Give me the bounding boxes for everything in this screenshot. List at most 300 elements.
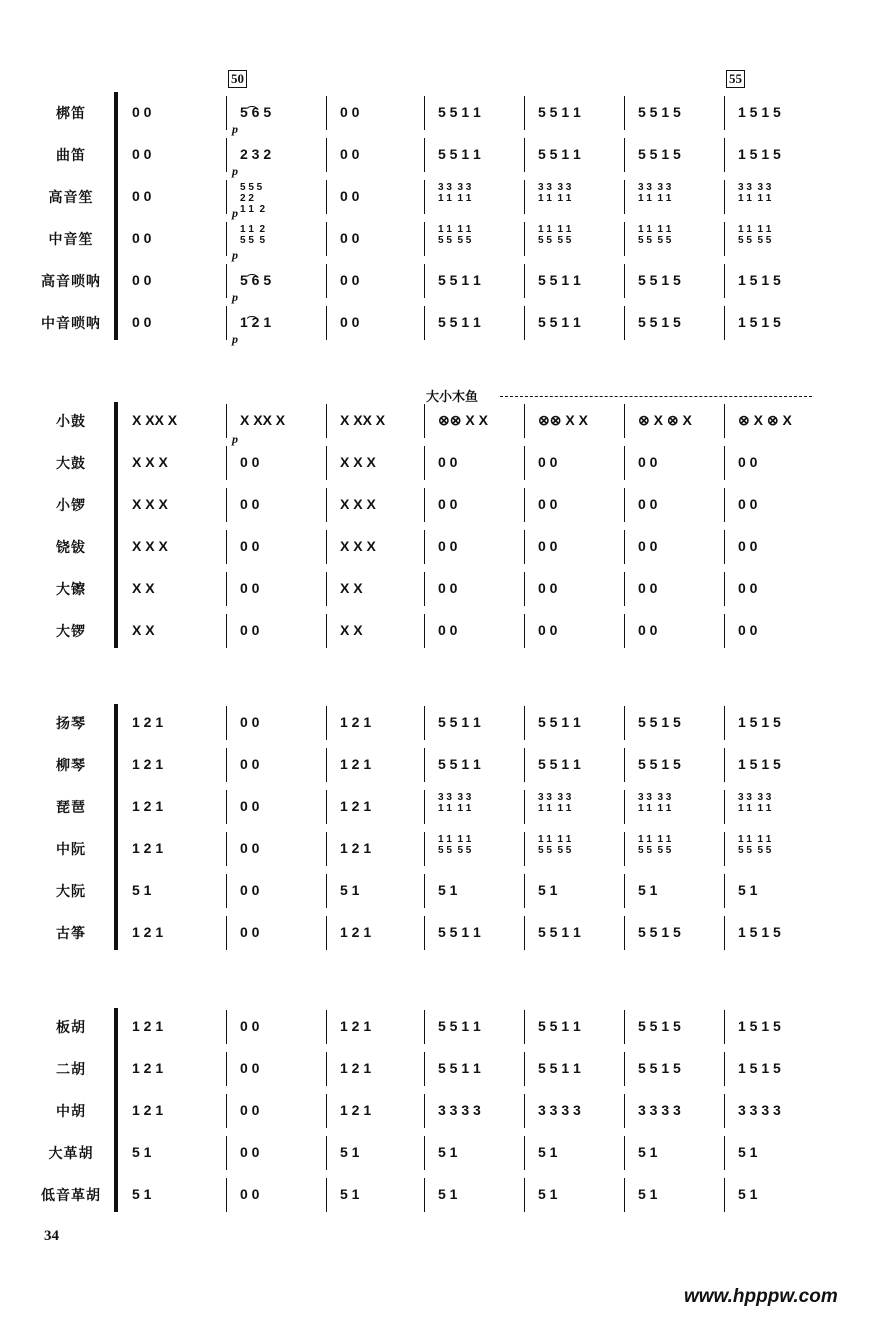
measure-notes: ⊗ X ⊗ X xyxy=(738,412,792,428)
measure-notes: 0 0 xyxy=(240,756,260,772)
dynamic-mark: p xyxy=(232,290,238,304)
instrument-name: 高音笙 xyxy=(48,190,94,206)
bar-line xyxy=(424,1178,425,1212)
measure-notes: 0 0 xyxy=(240,1018,260,1034)
instrument-name: 中阮 xyxy=(56,842,86,858)
bar-line xyxy=(424,404,425,438)
measure-notes: 0 0 xyxy=(240,882,260,898)
measure-notes: 1 5 1 5 xyxy=(738,272,781,288)
measure-notes: X X xyxy=(132,580,155,596)
bar-line xyxy=(724,530,725,564)
dynamic-mark: p xyxy=(232,332,238,346)
instrument-name: 小鼓 xyxy=(56,414,86,430)
bar-line xyxy=(724,874,725,908)
bar-line xyxy=(226,96,227,130)
measure-notes: 0 0 xyxy=(538,622,558,638)
bar-line xyxy=(724,1094,725,1128)
instrument-name: 低音革胡 xyxy=(41,1188,101,1204)
bar-line xyxy=(524,572,525,606)
bar-line xyxy=(424,1010,425,1044)
measure-notes: 1 2 1 xyxy=(132,1060,164,1076)
bar-line xyxy=(326,488,327,522)
bar-line xyxy=(326,1010,327,1044)
bar-line xyxy=(326,1094,327,1128)
measure-notes: 1 5 1 5 xyxy=(738,104,781,120)
measure-notes: 0 0 xyxy=(132,230,152,246)
measure-notes: 0 0 xyxy=(738,580,758,596)
measure-notes: 1 2 1 xyxy=(340,1060,372,1076)
measure-notes: 0 0 xyxy=(738,538,758,554)
bar-line xyxy=(226,306,227,340)
measure-notes: 5 5 1 5 xyxy=(638,1018,681,1034)
bar-line xyxy=(326,790,327,824)
measure-notes: 5 5 1 1 xyxy=(538,924,581,940)
bar-line xyxy=(424,706,425,740)
instrument-name: 梆笛 xyxy=(56,106,86,122)
measure-notes: 0 0 xyxy=(340,272,360,288)
instrument-name: 扬琴 xyxy=(56,716,86,732)
measure-notes: 5 1 xyxy=(638,882,658,898)
measure-notes: 5 1 xyxy=(438,882,458,898)
measure-notes: 5 5 1 1 xyxy=(438,1018,481,1034)
measure-notes: 0 0 xyxy=(340,188,360,204)
bar-line xyxy=(226,1136,227,1170)
measure-notes: X X X xyxy=(340,496,376,512)
bar-line xyxy=(424,1094,425,1128)
bar-line xyxy=(524,180,525,214)
bar-line xyxy=(326,180,327,214)
bar-line xyxy=(724,138,725,172)
system-bracket xyxy=(114,402,118,648)
measure-notes: 1 2 1 xyxy=(340,1018,372,1034)
measure-notes: 0 0 xyxy=(638,454,658,470)
bar-line xyxy=(624,488,625,522)
bar-line xyxy=(326,1178,327,1212)
bar-line xyxy=(724,488,725,522)
bar-line xyxy=(326,530,327,564)
bar-line xyxy=(226,180,227,214)
bar-line xyxy=(326,404,327,438)
system-bracket xyxy=(114,1008,118,1212)
measure-notes: 5 5 1 1 xyxy=(438,272,481,288)
measure-notes: 0 0 xyxy=(240,1144,260,1160)
bar-line xyxy=(226,874,227,908)
measure-notes: 0 0 xyxy=(132,146,152,162)
bar-line xyxy=(724,264,725,298)
measure-notes: 1 2 1 xyxy=(132,714,164,730)
measure-notes: ⊗⊗ X X xyxy=(438,412,488,428)
bar-line xyxy=(624,572,625,606)
bar-line xyxy=(424,180,425,214)
measure-notes: 1 5 1 5 xyxy=(738,924,781,940)
measure-notes: 0 0 xyxy=(438,454,458,470)
measure-notes: 3 3 3 3 1 1 1 1 xyxy=(638,182,672,204)
measure-notes: X XX X xyxy=(132,412,178,428)
measure-notes: 5 1 xyxy=(738,1186,758,1202)
bar-line xyxy=(724,572,725,606)
measure-notes: 5 5 1 5 xyxy=(638,1060,681,1076)
measure-notes: 1 2 1 xyxy=(340,756,372,772)
measure-notes: 1 2 1 xyxy=(132,924,164,940)
measure-notes: 3 3 3 3 1 1 1 1 xyxy=(738,792,772,814)
bar-line xyxy=(724,404,725,438)
bar-line xyxy=(624,96,625,130)
measure-notes: 0 0 xyxy=(132,272,152,288)
measure-notes: 3 3 3 3 1 1 1 1 xyxy=(638,792,672,814)
instrument-name: 琵琶 xyxy=(56,800,86,816)
measure-notes: 1 1 1 1 5 5 5 5 xyxy=(438,224,472,246)
bar-line xyxy=(424,488,425,522)
measure-notes: 0 0 xyxy=(240,496,260,512)
measure-notes: 0 0 xyxy=(132,104,152,120)
measure-notes: 5 1 xyxy=(438,1186,458,1202)
measure-notes: 5 1 xyxy=(340,882,360,898)
measure-notes: 0 0 xyxy=(240,580,260,596)
bar-line xyxy=(226,446,227,480)
measure-notes: 0 0 xyxy=(340,230,360,246)
measure-notes: 1 5 1 5 xyxy=(738,756,781,772)
measure-notes: 0 0 xyxy=(738,496,758,512)
bar-line xyxy=(226,1094,227,1128)
measure-notes: 5 5 1 1 xyxy=(538,146,581,162)
measure-notes: 0 0 xyxy=(240,454,260,470)
bar-line xyxy=(326,916,327,950)
bar-line xyxy=(424,832,425,866)
measure-notes: 5 1 xyxy=(638,1144,658,1160)
bar-line xyxy=(624,1010,625,1044)
measure-notes: 1 2 1 xyxy=(340,714,372,730)
measure-notes: 1 1 1 1 5 5 5 5 xyxy=(738,834,772,856)
measure-notes: 1 1 1 1 5 5 5 5 xyxy=(538,834,572,856)
bar-line xyxy=(624,138,625,172)
measure-notes: 0 0 xyxy=(132,188,152,204)
measure-notes: 3 3 3 3 1 1 1 1 xyxy=(738,182,772,204)
bar-line xyxy=(724,614,725,648)
bar-line xyxy=(524,306,525,340)
measure-notes: 1 2 1 xyxy=(132,756,164,772)
bar-line xyxy=(624,1052,625,1086)
bar-line xyxy=(326,748,327,782)
measure-notes: X X X xyxy=(132,454,168,470)
bar-line xyxy=(524,222,525,256)
bar-line xyxy=(226,790,227,824)
bar-line xyxy=(326,1136,327,1170)
measure-notes: 0 0 xyxy=(638,622,658,638)
bar-line xyxy=(524,138,525,172)
dynamic-mark: p xyxy=(232,248,238,262)
bar-line xyxy=(624,264,625,298)
bar-line xyxy=(724,446,725,480)
instrument-name: 柳琴 xyxy=(56,758,86,774)
measure-notes: 0 0 xyxy=(240,538,260,554)
instrument-name: 曲笛 xyxy=(56,148,86,164)
measure-notes: 0 0 xyxy=(438,580,458,596)
instrument-name: 二胡 xyxy=(56,1062,86,1078)
measure-notes: 5 5 1 1 xyxy=(438,104,481,120)
measure-notes: 5 5 1 1 xyxy=(538,1060,581,1076)
bar-line xyxy=(624,404,625,438)
measure-notes: 3 3 3 3 1 1 1 1 xyxy=(438,792,472,814)
bar-line xyxy=(226,572,227,606)
measure-notes: 0 0 xyxy=(240,840,260,856)
bar-line xyxy=(424,222,425,256)
instrument-name: 铙钹 xyxy=(56,540,86,556)
measure-notes: 0 0 xyxy=(438,622,458,638)
instrument-name: 中音笙 xyxy=(48,232,94,248)
measure-notes: 0 0 xyxy=(538,454,558,470)
measure-notes: X X xyxy=(340,622,363,638)
measure-notes: 5 5 1 1 xyxy=(538,314,581,330)
measure-notes: 3 3 3 3 xyxy=(638,1102,681,1118)
bar-line xyxy=(524,748,525,782)
dynamic-mark: p xyxy=(232,122,238,136)
bar-line xyxy=(724,1052,725,1086)
measure-notes: 0 0 xyxy=(240,798,260,814)
measure-notes: 1 5 1 5 xyxy=(738,314,781,330)
bar-line xyxy=(424,1136,425,1170)
bar-line xyxy=(226,1010,227,1044)
bar-line xyxy=(724,832,725,866)
bar-line xyxy=(624,706,625,740)
system-bracket xyxy=(114,704,118,950)
system-bracket xyxy=(114,92,118,340)
measure-notes: 5 5 1 1 xyxy=(538,272,581,288)
measure-notes: 0 0 xyxy=(340,104,360,120)
bar-line xyxy=(624,530,625,564)
bar-line xyxy=(424,572,425,606)
bar-line xyxy=(226,404,227,438)
measure-notes: X X X xyxy=(340,454,376,470)
measure-notes: X XX X xyxy=(240,412,286,428)
measure-notes: 1 2 1 xyxy=(132,1018,164,1034)
measure-notes: 3 3 3 3 xyxy=(438,1102,481,1118)
dynamic-mark: p xyxy=(232,432,238,446)
measure-notes: 5͡ 6 5 xyxy=(240,104,272,120)
bar-line xyxy=(624,614,625,648)
bar-line xyxy=(724,916,725,950)
measure-notes: 1 2 1 xyxy=(340,840,372,856)
measure-notes: 1 1 1 1 5 5 5 5 xyxy=(638,834,672,856)
measure-notes: 0 0 xyxy=(240,1186,260,1202)
measure-notes: X XX X xyxy=(340,412,386,428)
bar-line xyxy=(624,916,625,950)
bar-line xyxy=(326,264,327,298)
measure-notes: 5 5 1 1 xyxy=(538,756,581,772)
bar-line xyxy=(226,706,227,740)
bar-line xyxy=(624,222,625,256)
measure-notes: 1 5 1 5 xyxy=(738,1018,781,1034)
bar-line xyxy=(524,874,525,908)
bar-line xyxy=(226,488,227,522)
measure-notes: 0 0 xyxy=(538,496,558,512)
measure-notes: 0 0 xyxy=(438,538,458,554)
measure-notes: 0 0 xyxy=(538,538,558,554)
instrument-name: 古筝 xyxy=(56,926,86,942)
bar-line xyxy=(724,1136,725,1170)
bar-line xyxy=(524,916,525,950)
measure-notes: 1 1 1 1 5 5 5 5 xyxy=(738,224,772,246)
instrument-name: 中胡 xyxy=(56,1104,86,1120)
instrument-name: 大革胡 xyxy=(48,1146,94,1162)
bar-line xyxy=(326,832,327,866)
measure-notes: 5 5 1 1 xyxy=(438,314,481,330)
measure-notes: 3 3 3 3 1 1 1 1 xyxy=(538,182,572,204)
bar-line xyxy=(624,180,625,214)
bar-line xyxy=(524,96,525,130)
measure-notes: 5 5 1 5 xyxy=(638,146,681,162)
measure-notes: 0 0 xyxy=(738,622,758,638)
measure-notes: X X X xyxy=(340,538,376,554)
measure-notes: 5 1 xyxy=(132,882,152,898)
measure-notes: 5 1 xyxy=(438,1144,458,1160)
measure-notes: 0 0 xyxy=(438,496,458,512)
bar-line xyxy=(424,790,425,824)
bar-line xyxy=(724,706,725,740)
measure-notes: X X xyxy=(340,580,363,596)
bar-line xyxy=(524,1094,525,1128)
measure-notes: 1 5 1 5 xyxy=(738,146,781,162)
bar-line xyxy=(624,748,625,782)
measure-notes: 5 5 1 5 xyxy=(638,272,681,288)
instrument-name: 大鼓 xyxy=(56,456,86,472)
bar-line xyxy=(524,446,525,480)
bar-line xyxy=(724,222,725,256)
measure-notes: 5 5 1 5 xyxy=(638,714,681,730)
measure-notes: 5 1 xyxy=(538,882,558,898)
measure-notes: 5 5 1 5 xyxy=(638,756,681,772)
instrument-name: 高音唢呐 xyxy=(41,274,101,290)
measure-notes: 5 1 xyxy=(132,1144,152,1160)
measure-notes: 1͡ 2 1 xyxy=(240,314,272,330)
bar-line xyxy=(424,1052,425,1086)
measure-notes: 0 0 xyxy=(340,314,360,330)
bar-line xyxy=(724,96,725,130)
bar-line xyxy=(326,1052,327,1086)
dynamic-mark: p xyxy=(232,164,238,178)
bar-line xyxy=(624,306,625,340)
measure-notes: 5 5 5 2 2 1 1 2 xyxy=(240,182,266,215)
measure-notes: 1 2 1 xyxy=(132,1102,164,1118)
bar-line xyxy=(226,530,227,564)
measure-notes: 0 0 xyxy=(240,622,260,638)
bar-line xyxy=(226,138,227,172)
measure-notes: 3 3 3 3 1 1 1 1 xyxy=(538,792,572,814)
bar-line xyxy=(624,1136,625,1170)
measure-notes: 0 0 xyxy=(240,924,260,940)
bar-line xyxy=(524,404,525,438)
measure-notes: 5 1 xyxy=(538,1186,558,1202)
bar-line xyxy=(326,874,327,908)
measure-notes: 5 5 1 1 xyxy=(438,1060,481,1076)
bar-line xyxy=(326,96,327,130)
bar-line xyxy=(724,748,725,782)
instrument-name: 大阮 xyxy=(56,884,86,900)
measure-notes: 0 0 xyxy=(340,146,360,162)
measure-notes: 1 2 1 xyxy=(132,840,164,856)
instrument-name: 板胡 xyxy=(56,1020,86,1036)
measure-notes: 5 5 1 5 xyxy=(638,924,681,940)
measure-notes: 0 0 xyxy=(538,580,558,596)
measure-notes: 0 0 xyxy=(240,1102,260,1118)
measure-notes: 0 0 xyxy=(132,314,152,330)
bar-line xyxy=(226,222,227,256)
measure-notes: 0 0 xyxy=(738,454,758,470)
bar-line xyxy=(424,874,425,908)
measure-notes: 5 5 1 5 xyxy=(638,314,681,330)
bar-line xyxy=(326,222,327,256)
bar-line xyxy=(524,488,525,522)
measure-notes: 5 5 1 1 xyxy=(438,924,481,940)
instrument-name: 大镲 xyxy=(56,582,86,598)
bar-line xyxy=(724,1178,725,1212)
measure-notes: 5 1 xyxy=(340,1144,360,1160)
measure-notes: X X X xyxy=(132,538,168,554)
instrument-name: 大锣 xyxy=(56,624,86,640)
bar-line xyxy=(326,306,327,340)
measure-notes: 5 1 xyxy=(738,1144,758,1160)
bar-line xyxy=(724,306,725,340)
measure-notes: 1 2 1 xyxy=(340,1102,372,1118)
measure-notes: 5 1 xyxy=(738,882,758,898)
page-number: 34 xyxy=(44,1228,59,1244)
bar-line xyxy=(326,572,327,606)
watermark: www.hpppw.com xyxy=(684,1286,838,1307)
bar-line xyxy=(624,446,625,480)
measure-notes: ⊗⊗ X X xyxy=(538,412,588,428)
bar-line xyxy=(624,832,625,866)
bar-line xyxy=(524,1136,525,1170)
measure-notes: 5 1 xyxy=(132,1186,152,1202)
measure-notes: 1 5 1 5 xyxy=(738,714,781,730)
bar-line xyxy=(524,706,525,740)
measure-notes: 5 5 1 1 xyxy=(538,1018,581,1034)
instrument-name: 中音唢呐 xyxy=(41,316,101,332)
measure-notes: 5 5 1 1 xyxy=(538,714,581,730)
rehearsal-mark: 55 xyxy=(726,70,745,88)
bar-line xyxy=(524,1178,525,1212)
bar-line xyxy=(624,1094,625,1128)
bar-line xyxy=(424,138,425,172)
bar-line xyxy=(226,832,227,866)
bar-line xyxy=(524,614,525,648)
percussion-annotation: 大小木鱼 xyxy=(426,390,479,405)
measure-notes: 3 3 3 3 1 1 1 1 xyxy=(438,182,472,204)
measure-notes: 5 5 1 1 xyxy=(438,146,481,162)
measure-notes: X X X xyxy=(132,496,168,512)
bar-line xyxy=(226,614,227,648)
measure-notes: 5 5 1 1 xyxy=(438,756,481,772)
measure-notes: 5 5 1 5 xyxy=(638,104,681,120)
bar-line xyxy=(624,874,625,908)
bar-line xyxy=(424,446,425,480)
rehearsal-mark: 50 xyxy=(228,70,247,88)
bar-line xyxy=(724,180,725,214)
bar-line xyxy=(524,1052,525,1086)
bar-line xyxy=(424,306,425,340)
bar-line xyxy=(524,790,525,824)
measure-notes: 2 3 2 xyxy=(240,146,272,162)
measure-notes: 5͡ 6 5 xyxy=(240,272,272,288)
instrument-name: 小锣 xyxy=(56,498,86,514)
measure-notes: 3 3 3 3 xyxy=(738,1102,781,1118)
measure-notes: 1 5 1 5 xyxy=(738,1060,781,1076)
bar-line xyxy=(226,1052,227,1086)
bar-line xyxy=(724,1010,725,1044)
bar-line xyxy=(424,96,425,130)
measure-notes: 0 0 xyxy=(638,496,658,512)
bar-line xyxy=(524,264,525,298)
measure-notes: 1 2 1 xyxy=(340,798,372,814)
